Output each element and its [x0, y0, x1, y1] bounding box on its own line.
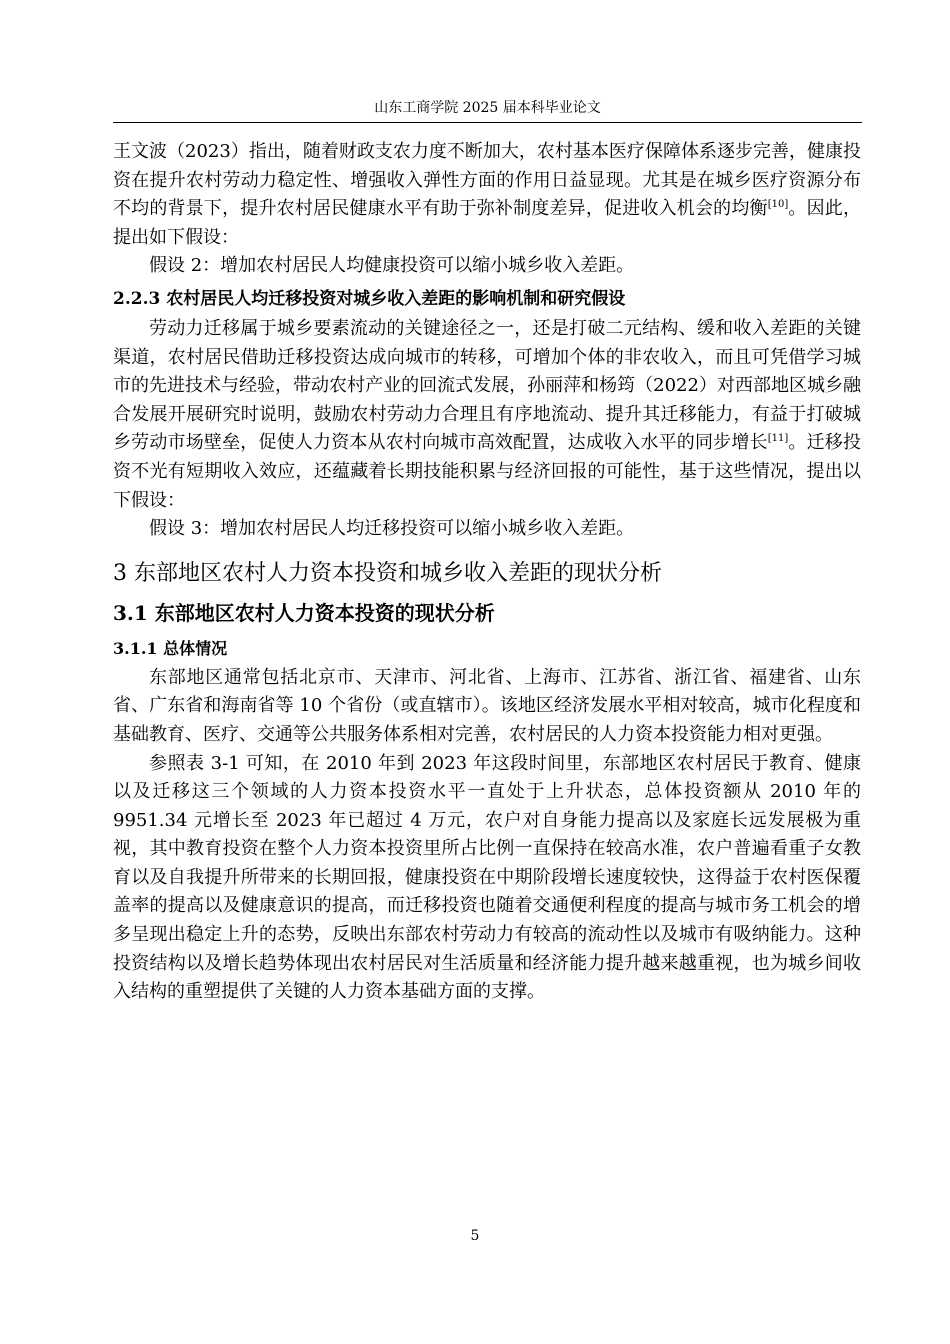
section-heading-3-1: 3.1 东部地区农村人力资本投资的现状分析: [113, 600, 495, 625]
section-heading-2-2-3: 2.2.3 农村居民人均迁移投资对城乡收入差距的影响机制和研究假设: [113, 288, 626, 309]
section-heading-3-1-1: 3.1.1 总体情况: [113, 638, 228, 658]
chapter-heading-3: 3 东部地区农村人力资本投资和城乡收入差距的现状分析: [113, 560, 662, 586]
paragraph-tail: 。因此，提出如下假设：: [113, 198, 861, 248]
paragraph-tail: 。迁移投资不光有短期收入效应，还蕴藏着长期技能积累与经济回报的可能性，基于这些情况，提出以下假设：: [113, 432, 861, 511]
citation-ref: [10]: [767, 199, 789, 211]
page-header: [113, 98, 862, 123]
page-content: [113, 138, 861, 1007]
hypothesis-3: 假设 3：增加农村居民人均迁移投资可以缩小城乡收入差距。: [149, 518, 635, 540]
paragraph-migration-investment: [113, 315, 861, 515]
header-title: 山东工商学院 2025 届本科毕业论文: [374, 100, 601, 116]
paragraph-investment-trend: 参照表 3-1 可知，在 2010 年到 2023 年这段时间里，东部地区农村居民于教育、健康以及迁移这三个领域的人力资本投资水平一直处于上升状态，总体投资额从 2010 年的 9951.34 元增长至 2023 年已超过 4 万元，农户对自身能力提高以及家庭长远发展极为重视，其中教育投资在整个人力资本投资里所占比例一直保持在较高水准，农户普遍看重子女教育以及自我提升所带来的长期回报，健康投资在中期阶段增长速度较快，这得益于农村医保覆盖率的提高以及健康意识的提高，而迁移投资也随着交通便利程度的提高与城市务工机会的增多呈现出稳定上升的态势，反映出东部农村劳动力有较高的流动性以及城市有吸纳能力。这种投资结构以及增长趋势体现出农村居民对生活质量和经济能力提升越来越重视，也为城乡间收入结构的重塑提供了关键的人力资本基础方面的支撑。: [113, 752, 861, 1003]
page-number: 5: [470, 1228, 480, 1244]
paragraph-health-investment: [113, 138, 861, 252]
paragraph-text: 王文波（2023）指出，随着财政支农力度不断加大，农村基本医疗保障体系逐步完善，健康投资在提升农村劳动力稳定性、增强收入弹性方面的作用日益显现。尤其是在城乡医疗资源分布不均的背景下，提升农村居民健康水平有助于弥补制度差异，促进收入机会的均衡: [113, 141, 861, 220]
citation-ref: [11]: [767, 433, 789, 445]
paragraph-text: 劳动力迁移属于城乡要素流动的关键途径之一，还是打破二元结构、缓和收入差距的关键渠道，农村居民借助迁移投资达成向城市的转移，可增加个体的非农收入，而且可凭借学习城市的先进技术与经验，带动农村产业的回流式发展，孙丽萍和杨筠（2022）对西部地区城乡融合发展开展研究时说明，鼓励农村劳动力合理且有序地流动、提升其迁移能力，有益于打破城乡劳动市场壁垒，促使人力资本从农村向城市高效配置，达成收入水平的同步增长: [113, 317, 861, 454]
hypothesis-2: 假设 2：增加农村居民人均健康投资可以缩小城乡收入差距。: [149, 255, 635, 277]
paragraph-eastern-region: 东部地区通常包括北京市、天津市、河北省、上海市、江苏省、浙江省、福建省、山东省、广东省和海南省等 10 个省份（或直辖市）。该地区经济发展水平相对较高，城市化程度和基础教育、医疗、交通等公共服务体系相对完善，农村居民的人力资本投资能力相对更强。: [113, 666, 861, 745]
